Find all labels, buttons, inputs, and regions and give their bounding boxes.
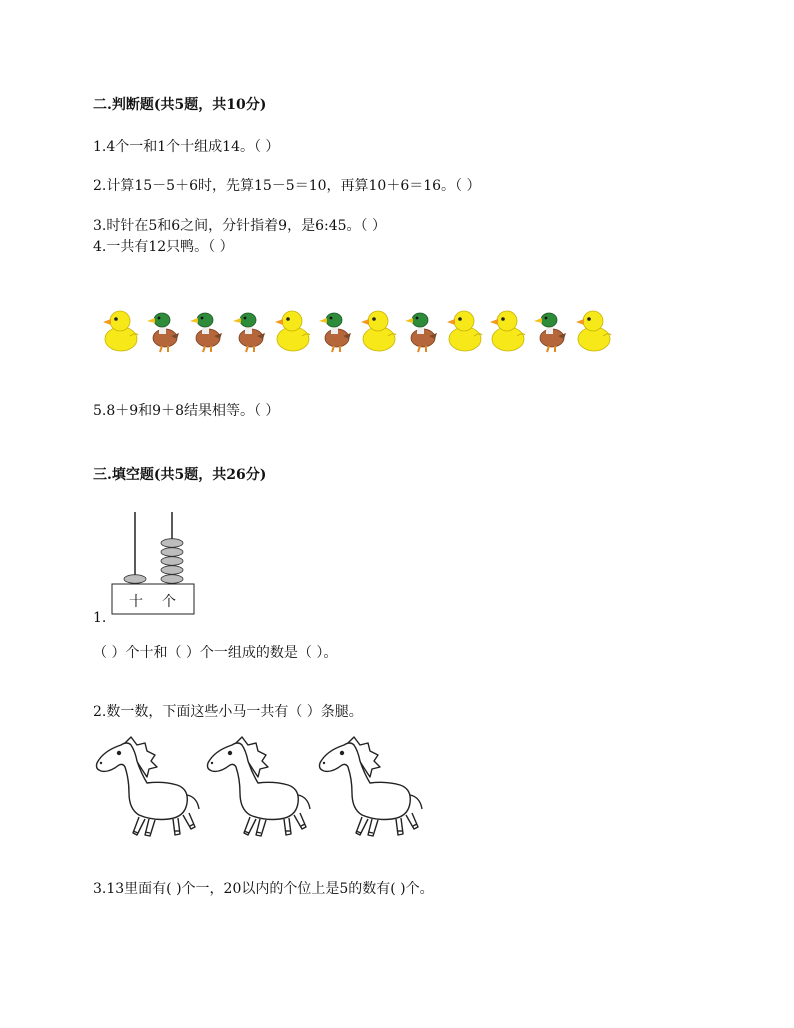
section-3-heading: 三.填空题(共5题，共26分)	[93, 467, 267, 483]
abacus-ones-bead	[161, 566, 183, 575]
yellow-duckling-icon	[358, 306, 400, 354]
question-3-3: 3.13里面有( )个一，20以内的个位上是5的数有( )个。	[93, 881, 434, 897]
question-2-3: 3.时针在5和6之间，分针指着9，是6:45。（ ）	[93, 218, 386, 234]
mallard-duck-icon	[143, 306, 185, 354]
mallard-duck-icon	[401, 306, 443, 354]
abacus-ones-label: 个	[162, 594, 176, 610]
question-2-4: 4.一共有12只鸭。（ ）	[93, 239, 234, 255]
yellow-duckling-icon	[444, 306, 486, 354]
question-3-1: （ ）个十和（ ）个一组成的数是（ ）。	[93, 645, 338, 661]
question-2-2: 2.计算15－5＋6时，先算15－5＝10，再算10＋6＝16。（ ）	[93, 178, 481, 194]
question-3-1-number: 1.	[93, 610, 107, 626]
abacus-ones-bead	[161, 548, 183, 557]
duck-row	[100, 306, 615, 356]
yellow-duckling-icon	[573, 306, 615, 354]
question-3-2: 2.数一数，下面这些小马一共有（ ）条腿。	[93, 704, 363, 720]
mallard-duck-icon	[186, 306, 228, 354]
abacus-tens-bead	[124, 575, 146, 584]
question-2-5: 5.8＋9和9＋8结果相等。（ ）	[93, 403, 280, 419]
question-2-1: 1.4个一和1个十组成14。（ ）	[93, 139, 280, 155]
horse-icon	[95, 735, 205, 841]
yellow-duckling-icon	[272, 306, 314, 354]
section-2-heading: 二.判断题(共5题，共10分)	[93, 97, 267, 113]
abacus-ones-bead	[161, 575, 183, 584]
abacus-drawing	[110, 512, 200, 616]
yellow-duckling-icon	[487, 306, 529, 354]
horse-icon	[318, 735, 428, 841]
mallard-duck-icon	[530, 306, 572, 354]
abacus-ones-bead	[161, 557, 183, 566]
abacus-ones-bead	[161, 539, 183, 548]
abacus-tens-label: 十	[129, 594, 143, 610]
mallard-duck-icon	[229, 306, 271, 354]
abacus	[110, 512, 200, 616]
yellow-duckling-icon	[100, 306, 142, 354]
horse-icon	[206, 735, 316, 841]
mallard-duck-icon	[315, 306, 357, 354]
